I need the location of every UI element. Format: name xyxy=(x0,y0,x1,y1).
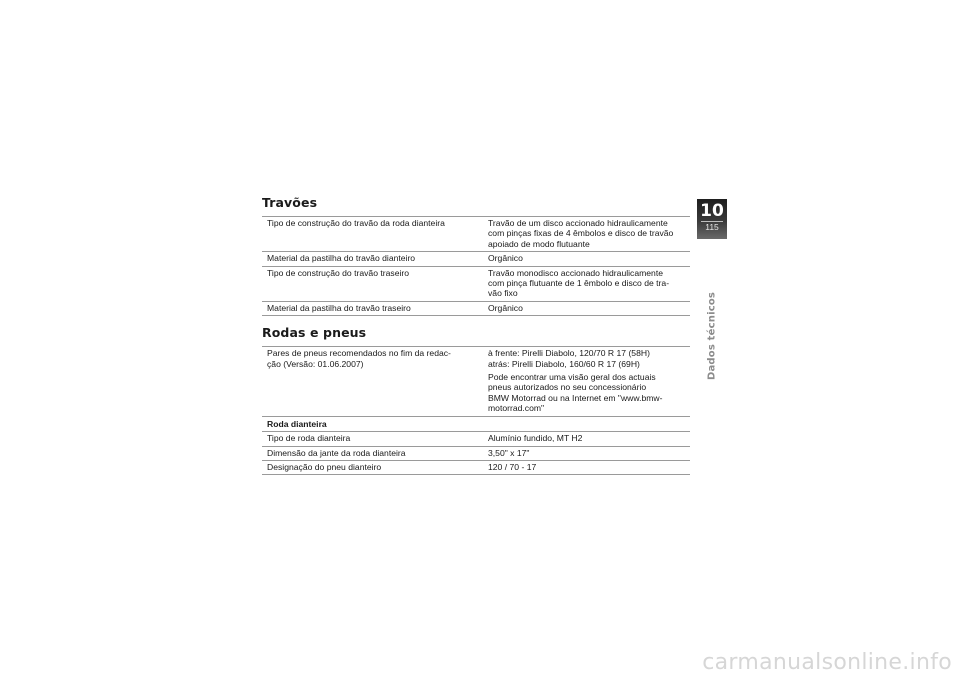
table-row xyxy=(262,301,690,315)
row-value: Pode encontrar uma visão geral dos actuais pneus autorizados no seu concessionário BMW Motorrad ou na Internet em "www.bmw- motorrad.com" xyxy=(488,372,663,414)
chapter-number: 10 xyxy=(700,201,724,221)
row-value: 3,50" x 17" xyxy=(483,446,690,460)
chapter-side-label: Dados técnicos xyxy=(706,291,718,381)
subheading-front-wheel: Roda dianteira xyxy=(262,416,483,431)
page-number: 115 xyxy=(705,222,719,232)
row-label: Pares de pneus recomendados no fim da redac- ção (Versão: 01.06.2007) xyxy=(262,347,483,371)
wheels-table xyxy=(262,346,690,475)
row-label: Dimensão da jante da roda dianteira xyxy=(262,446,483,460)
section-title-wheels-tyres: Rodas e pneus xyxy=(262,325,367,341)
table-row xyxy=(262,217,690,252)
row-value: Orgânico xyxy=(483,252,690,266)
watermark: carmanualsonline.info xyxy=(702,650,952,675)
table-row xyxy=(262,432,690,446)
row-value: Travão de um disco accionado hidraulicamente com pinças fixas de 4 êmbolos e disco de travão apoiado de modo flutuante xyxy=(483,217,690,252)
row-label: Tipo de roda dianteira xyxy=(262,432,483,446)
row-label: Material da pastilha do travão traseiro xyxy=(262,301,483,315)
table-row xyxy=(262,266,690,301)
row-label: Material da pastilha do travão dianteiro xyxy=(262,252,483,266)
chapter-marker xyxy=(697,199,727,239)
section-title-brakes: Travões xyxy=(262,195,318,210)
row-value: à frente: Pirelli Diabolo, 120/70 R 17 (58H) atrás: Pirelli Diabolo, 160/60 R 17 (69H) xyxy=(483,347,690,371)
content-area xyxy=(262,195,690,475)
table-row xyxy=(262,460,690,474)
row-value: Alumínio fundido, MT H2 xyxy=(483,432,690,446)
row-value: 120 / 70 - 17 xyxy=(483,460,690,474)
row-value: Travão monodisco accionado hidraulicamente com pinça flutuante de 1 êmbolo e disco de tra- vão fixo xyxy=(483,266,690,301)
table-row xyxy=(262,252,690,266)
table-row xyxy=(262,371,690,416)
row-label: Tipo de construção do travão traseiro xyxy=(262,266,483,301)
row-value xyxy=(483,416,690,431)
table-subheading-row xyxy=(262,416,690,431)
table-row xyxy=(262,347,690,371)
table-row xyxy=(262,446,690,460)
row-label xyxy=(262,371,483,416)
brakes-table xyxy=(262,216,690,316)
row-label: Tipo de construção do travão da roda dianteira xyxy=(262,217,483,252)
row-value: Orgânico xyxy=(483,301,690,315)
row-label: Designação do pneu dianteiro xyxy=(262,460,483,474)
